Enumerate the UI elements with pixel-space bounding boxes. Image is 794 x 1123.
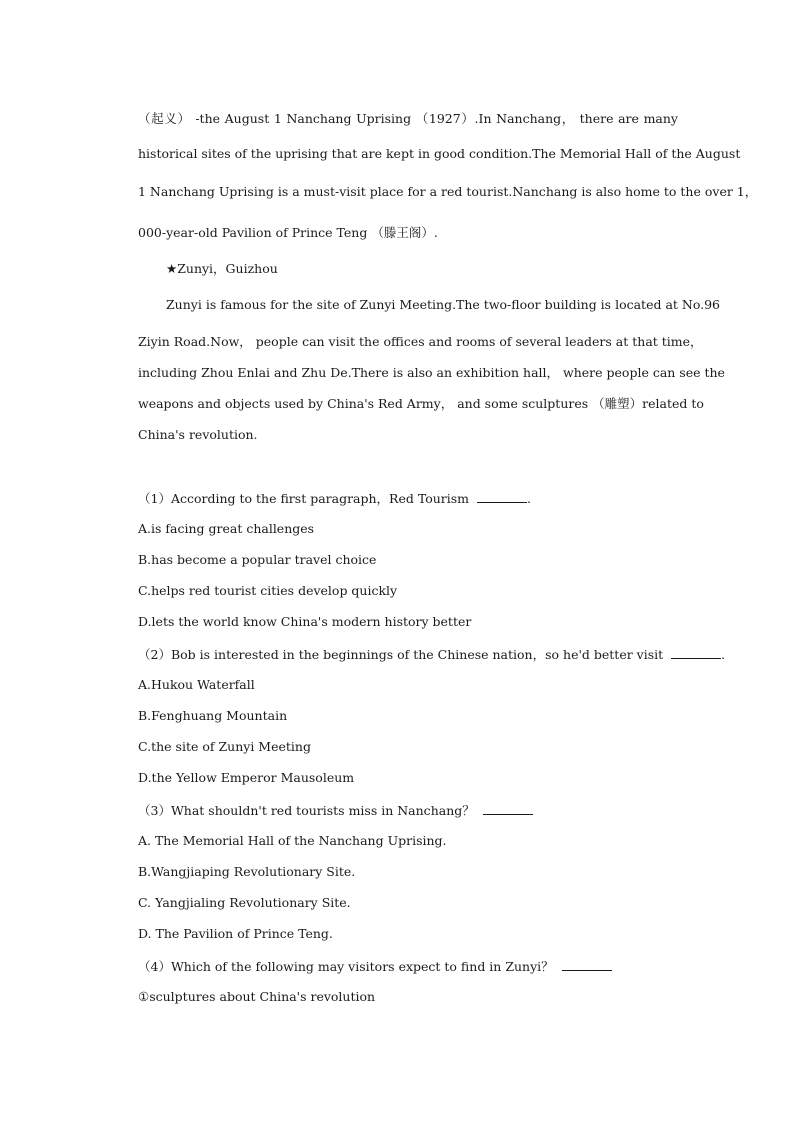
passage-line: 1 Nanchang Uprising is a must-visit place for a red tourist.Nanchang is also home to the over 1， (138, 184, 758, 199)
passage-line: Ziyin Road.Now， people can visit the offices and rooms of several leaders at that time， (138, 334, 703, 349)
passage-line: Zunyi is famous for the site of Zunyi Meeting.The two-floor building is located at No.96 (166, 297, 721, 312)
passage-line: China's revolution. (138, 427, 258, 442)
q3-option-d: D. The Pavilion of Prince Teng. (138, 926, 333, 941)
q2-option-d: D.the Yellow Emperor Mausoleum (138, 770, 355, 785)
passage-line: weapons and objects used by China's Red Army， and some sculptures （雕塑）related to (138, 396, 704, 411)
question-1-stem: （1）According to the first paragraph，Red Tourism . (138, 491, 532, 506)
answer-blank[interactable] (477, 490, 527, 503)
question-4-stem: （4）Which of the following may visitors expect to find in Zunyi？ (138, 958, 678, 975)
q2-option-a: A.Hukou Waterfall (138, 677, 255, 692)
q3-option-c: C. Yangjialing Revolutionary Site. (138, 895, 351, 910)
question-2-stem: （2）Bob is interested in the beginnings of the Chinese nation，so he'd better visit . (138, 647, 726, 662)
answer-blank[interactable] (562, 958, 612, 971)
q1-option-d: D.lets the world know China's modern history better (138, 614, 472, 629)
q3-option-b: B.Wangjiaping Revolutionary Site. (138, 864, 356, 879)
passage-line: 000-year-old Pavilion of Prince Teng （滕王阁）. (138, 225, 438, 240)
q2-option-b: B.Fenghuang Mountain (138, 708, 288, 723)
q1-option-b: B.has become a popular travel choice (138, 552, 377, 567)
q1-option-c: C.helps red tourist cities develop quickly (138, 583, 398, 598)
q4-item-1: ①sculptures about China's revolution (138, 989, 376, 1004)
passage-line: （起义） -the August 1 Nanchang Uprising （1927）.In Nanchang， there are many (138, 111, 678, 126)
q1-option-a: A.is facing great challenges (138, 521, 315, 536)
answer-blank[interactable] (483, 802, 533, 815)
question-3-stem: （3）What shouldn't red tourists miss in Nanchang？ (138, 802, 678, 819)
q2-option-c: C.the site of Zunyi Meeting (138, 739, 311, 754)
passage-line: historical sites of the uprising that are kept in good condition.The Memorial Hall of the August (138, 146, 741, 161)
section-heading-zunyi: ★Zunyi，Guizhou (166, 261, 278, 276)
passage-line: including Zhou Enlai and Zhu De.There is also an exhibition hall， where people can see the (138, 365, 725, 380)
answer-blank[interactable] (671, 646, 721, 659)
q3-option-a: A. The Memorial Hall of the Nanchang Uprising. (138, 833, 447, 848)
